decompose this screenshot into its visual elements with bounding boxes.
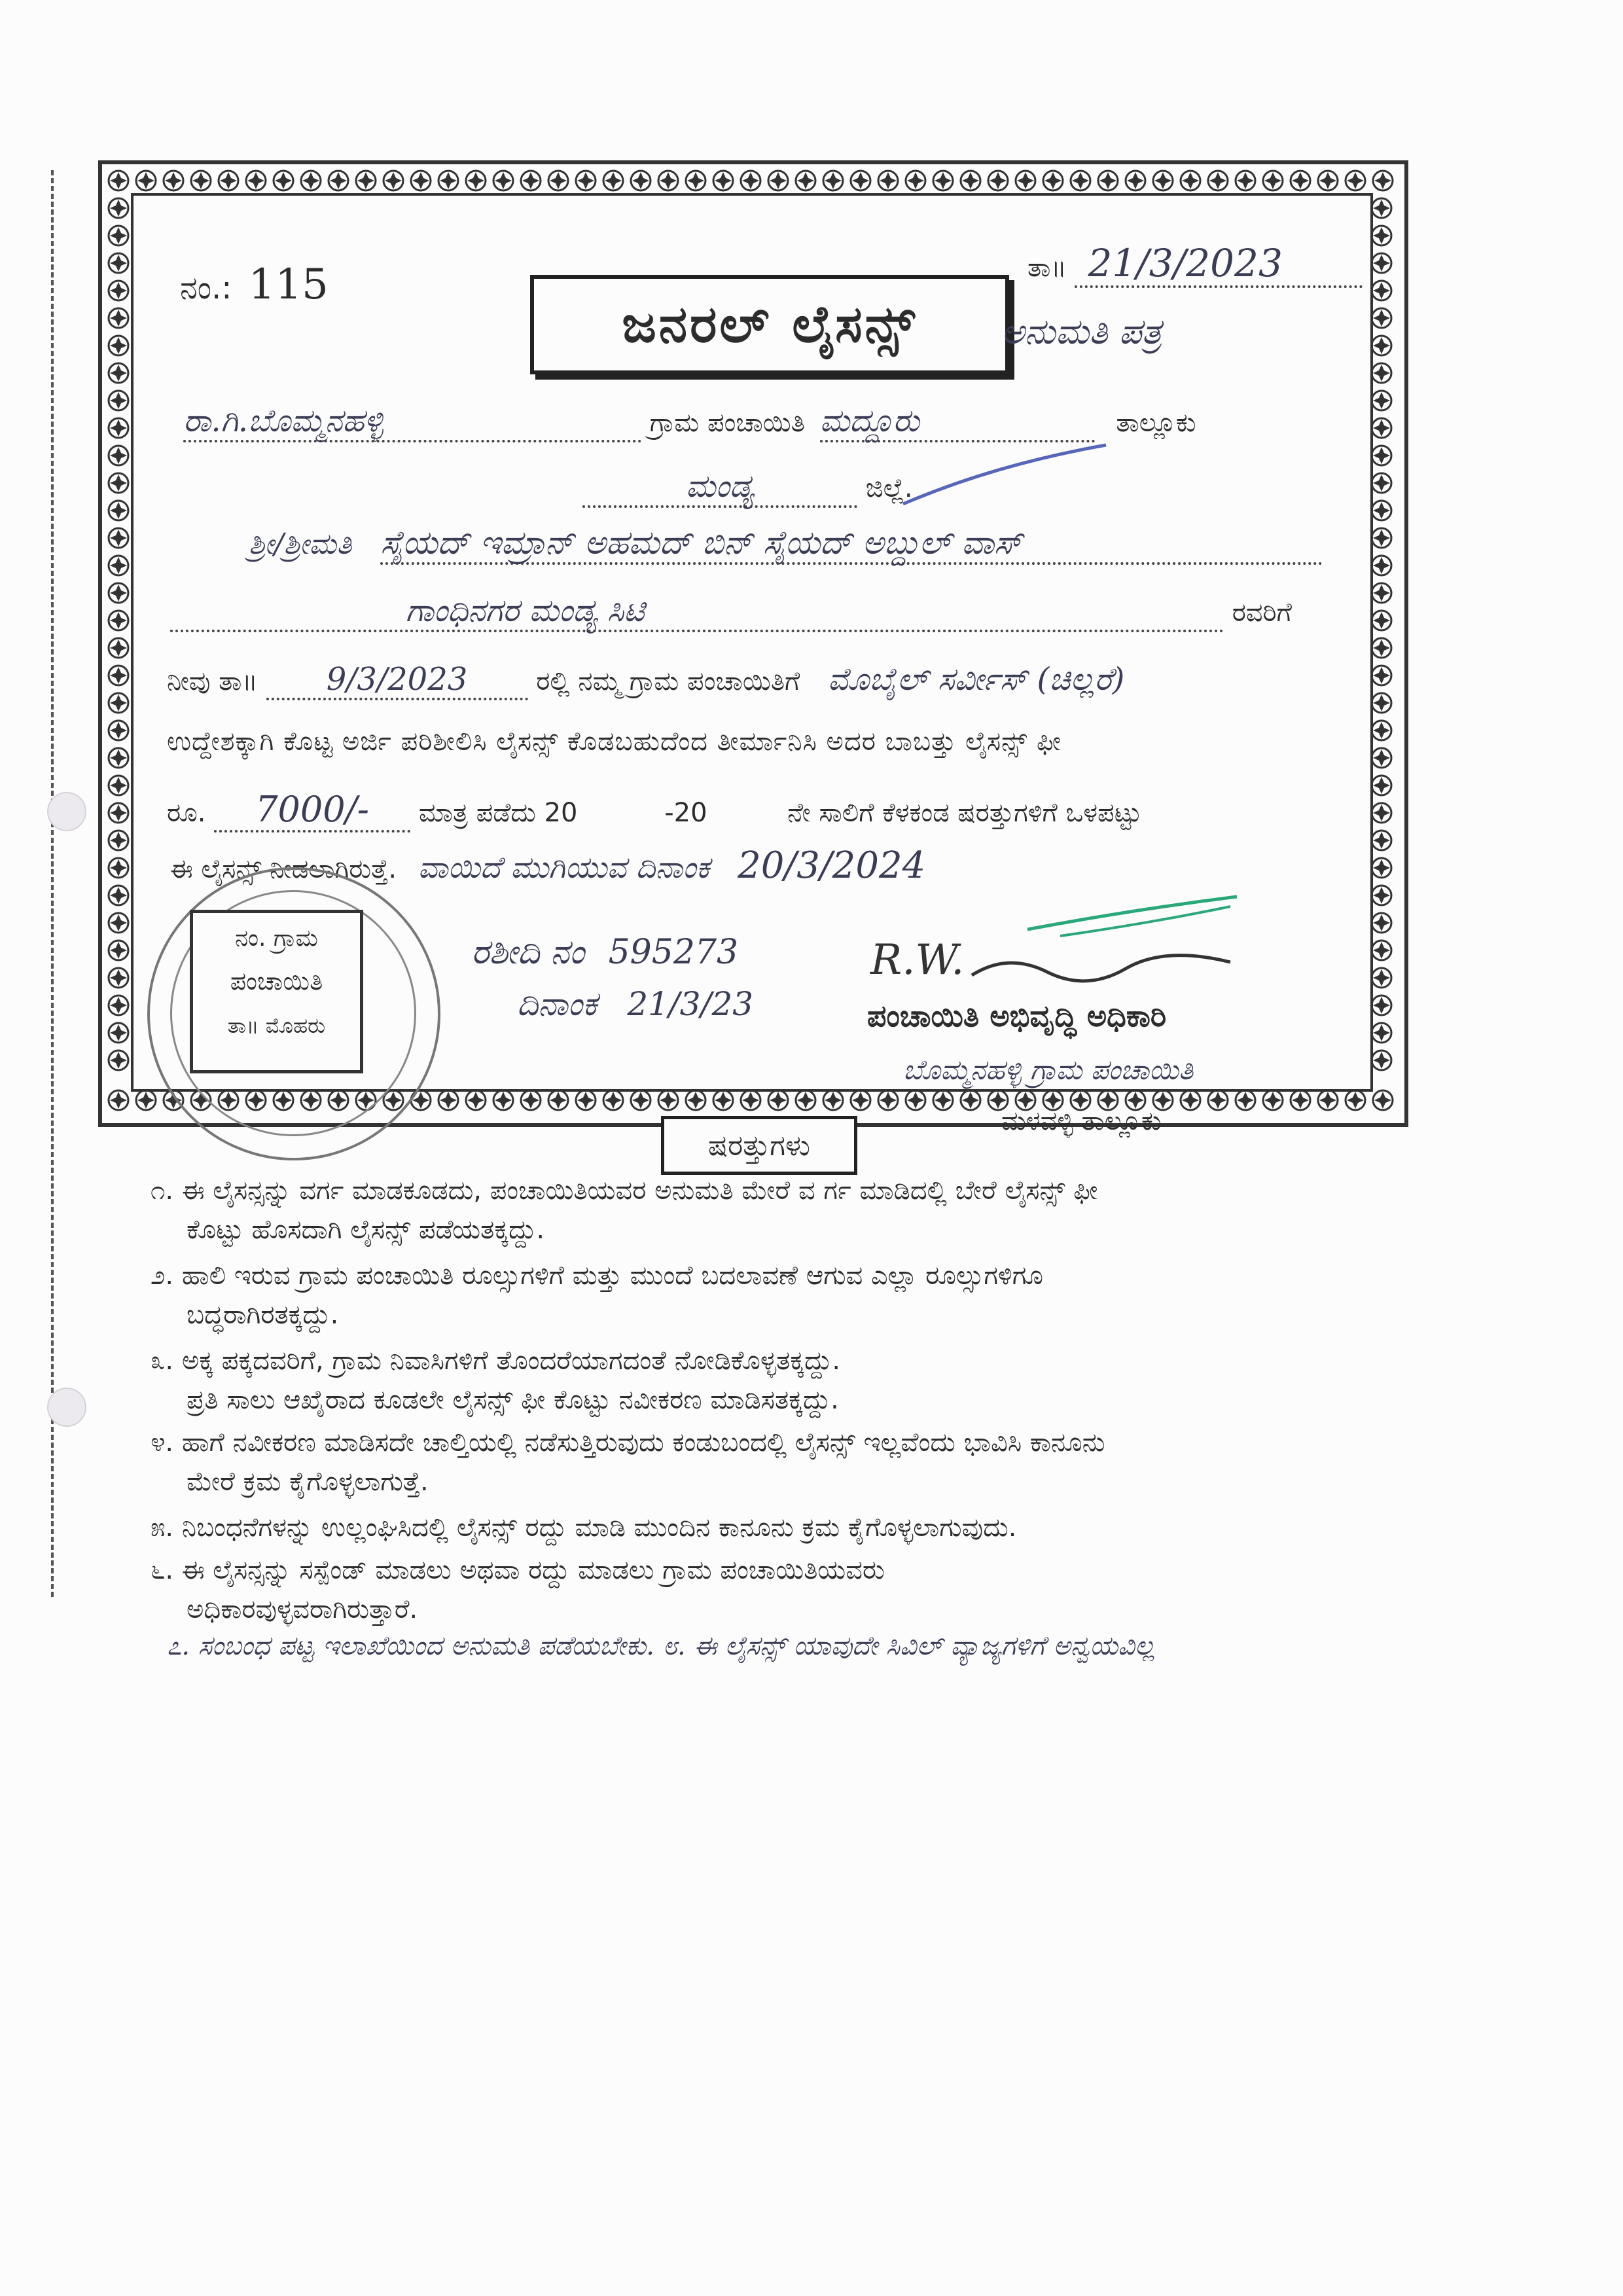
border-ornament (1372, 858, 1391, 878)
border-ornament (1372, 198, 1391, 218)
border-ornament (109, 803, 128, 823)
license-fee: 7000/- (214, 789, 410, 833)
license-number-label: ನಂ.: (180, 270, 232, 306)
border-ornament (164, 171, 183, 190)
border-ornament (631, 171, 651, 190)
border-ornament (109, 611, 128, 630)
border-ornament (1372, 446, 1391, 465)
border-ornament (356, 171, 376, 190)
border-ornament (109, 501, 128, 520)
border-ornament (109, 556, 128, 575)
condition-3a: ೩. ಅಕ್ಕ ಪಕ್ಕದವರಿಗೆ, ಗ್ರಾಮ ನಿವಾಸಿಗಳಿಗೆ ತೊಂದರೆಯಾಗದಂತೆ ನೋಡಿಕೊಳ್ಳತಕ್ಕದ್ದು. (151, 1346, 841, 1376)
condition-5: ೫. ನಿಬಂಧನೆಗಳನ್ನು ಉಲ್ಲಂಘಿಸಿದಲ್ಲಿ ಲೈಸನ್ಸ್ ರದ್ದು ಮಾಡಿ ಮುಂದಿನ ಕಾನೂನು ಕ್ರಮ ಕೈಗೊಳ್ಳಲಾಗುವುದು. (151, 1513, 1017, 1543)
border-ornament (109, 666, 128, 685)
condition-1a: ೧. ಈ ಲೈಸನ್ಸನ್ನು ವರ್ಗ ಮಾಡಕೂಡದು, ಪಂಚಾಯಿತಿಯವರ ಅನುಮತಿ ಮೇರೆ ವ ರ್ಗ ಮಾಡಿದಲ್ಲಿ ಬೇರೆ ಲೈಸನ್ಸ್ ಫೀ (151, 1175, 1098, 1206)
border-ornament (576, 171, 596, 190)
border-ornament (1236, 1090, 1255, 1110)
border-ornament (109, 968, 128, 988)
border-ornament (1318, 171, 1338, 190)
border-ornament (109, 858, 128, 878)
taluk-field: ಮದ್ದೂರು (820, 403, 1095, 442)
district-label: ಜಿಲ್ಲೆ. (865, 473, 913, 503)
border-ornament (109, 1023, 128, 1043)
border-ornament (109, 776, 128, 795)
border-ornament (631, 1090, 651, 1110)
border-ornament (438, 171, 458, 190)
handwritten-conditions-note: ೭. ಸಂಬಂಧ ಪಟ್ಟ ಇಲಾಖೆಯಿಂದ ಅನುಮತಿ ಪಡೆಯಬೇಕು. ೮. ಈ ಲೈಸನ್ಸ್ ಯಾವುದೇ ಸಿವಿಲ್ ವ್ಯಾಜ್ಯಗಳಿಗೆ ಅನ್ವಯವಿಲ್ಲ (167, 1631, 1155, 1661)
conditions-phrase: ನೇ ಸಾಲಿಗೆ ಕೆಳಕಂಡ ಷರತ್ತುಗಳಿಗೆ ಒಳಪಟ್ಟು (787, 798, 1142, 828)
border-ornament (1372, 831, 1391, 850)
border-ornament (851, 1090, 870, 1110)
margin-perforation (51, 170, 54, 1597)
rupee-label: ರೂ. (167, 798, 206, 828)
district-field: ಮಂಡ್ಯ (582, 468, 857, 508)
border-ornament (1372, 391, 1391, 410)
border-ornament (1181, 171, 1200, 190)
border-ornament (603, 171, 623, 190)
border-ornament (576, 1090, 596, 1110)
border-ornament (1372, 611, 1391, 630)
border-ornament (109, 583, 128, 603)
border-ornament (658, 171, 678, 190)
border-ornament (1372, 501, 1391, 520)
condition-2b: ಬದ್ಧರಾಗಿರತಕ್ಕದ್ದು. (187, 1300, 339, 1330)
validity-label: ವಾಯಿದೆ ಮುಗಿಯುವ ದಿನಾಂಕ (418, 850, 710, 885)
border-ornament (741, 171, 760, 190)
seal-line-3: ತಾ॥ ಮೊಹರು (227, 1013, 326, 1038)
border-ornament (1372, 418, 1391, 438)
panchayat-phrase: ರಲ್ಲಿ ನಮ್ಮ ಗ್ರಾಮ ಪಂಚಾಯಿತಿಗೆ (536, 666, 800, 696)
border-ornament (109, 281, 128, 300)
receipt-no: 595273 (608, 933, 739, 972)
recipient-suffix: ರವರಿಗೆ (1232, 598, 1292, 628)
issue-date: 21/3/2023 (1075, 241, 1363, 288)
border-ornament (109, 171, 128, 190)
border-ornament (1346, 1090, 1365, 1110)
border-ornament (109, 913, 128, 933)
receipt-date-label: ದಿನಾಂಕ (517, 985, 597, 1023)
taluk-label: ತಾಲ್ಲೂಕು (1116, 408, 1196, 438)
border-ornament (713, 1090, 733, 1110)
border-ornament (1372, 776, 1391, 795)
border-ornament (686, 1090, 705, 1110)
border-ornament (851, 171, 870, 190)
border-ornament (878, 1090, 898, 1110)
punch-hole-upper (47, 792, 86, 831)
border-ornament (1372, 308, 1391, 328)
border-ornament (109, 886, 128, 905)
recipient-address: ಗಾಂಧಿನಗರ ಮಂಡ್ಯ ಸಿಟಿ (170, 592, 1224, 632)
border-ornament (109, 391, 128, 410)
border-ornament (1373, 171, 1393, 190)
application-date: 9/3/2023 (266, 661, 528, 700)
condition-6a: ೬. ಈ ಲೈಸನ್ಸನ್ನು ಸಸ್ಪೆಂಡ್ ಮಾಡಲು ಅಥವಾ ರದ್ದು ಮಾಡಲು ಗ್ರಾಮ ಪಂಚಾಯಿತಿಯವರು (151, 1555, 885, 1585)
border-ornament (493, 1090, 513, 1110)
application-date-label: ನೀವು ತಾ॥ (167, 666, 258, 696)
border-ornament (1372, 941, 1391, 960)
border-ornament (521, 171, 541, 190)
border-ornament (1372, 473, 1391, 493)
border-ornament (301, 171, 321, 190)
border-ornament (1372, 996, 1391, 1015)
border-ornament (411, 171, 431, 190)
border-ornament (961, 1090, 980, 1110)
border-ornament (1098, 171, 1118, 190)
border-ornament (1372, 1050, 1391, 1070)
border-ornament (109, 1090, 128, 1110)
border-ornament (1372, 693, 1391, 713)
border-ornament (796, 1090, 815, 1110)
border-ornament (1372, 528, 1391, 548)
fee-phrase: ಮಾತ್ರ ಪಡೆದು 20 (418, 798, 578, 828)
border-ornament (1318, 1090, 1338, 1110)
border-ornament (1263, 171, 1283, 190)
conditions-heading: ಷರತ್ತುಗಳು (661, 1116, 857, 1175)
border-ornament (1291, 171, 1310, 190)
border-ornament (933, 171, 953, 190)
border-ornament (109, 226, 128, 245)
recipient-prefix: ಶ್ರೀ/ಶ್ರೀಮತಿ (249, 528, 352, 561)
seal-line-1: ನಂ. ಗ್ರಾಮ (235, 925, 318, 952)
border-ornament (1071, 171, 1090, 190)
border-ornament (713, 171, 733, 190)
border-ornament (1263, 1090, 1283, 1110)
border-ornament (109, 528, 128, 548)
border-ornament (109, 721, 128, 740)
border-ornament (246, 171, 266, 190)
border-ornament (1126, 171, 1145, 190)
border-ornament (1372, 336, 1391, 355)
border-ornament (109, 336, 128, 355)
border-ornament (1373, 1090, 1393, 1110)
border-ornament (109, 1050, 128, 1070)
border-ornament (1372, 281, 1391, 300)
border-ornament (109, 941, 128, 960)
punch-hole-lower (47, 1388, 86, 1427)
border-ornament (741, 1090, 760, 1110)
border-ornament (438, 1090, 458, 1110)
border-ornament (1043, 171, 1063, 190)
border-ornament (548, 171, 568, 190)
border-ornament (686, 171, 705, 190)
border-ornament (1372, 886, 1391, 905)
border-ornament (1372, 968, 1391, 988)
seal-line-2: ಪಂಚಾಯಿತಿ (230, 967, 323, 996)
border-ornament (796, 171, 815, 190)
officer-title: ಪಂಚಾಯಿತಿ ಅಭಿವೃದ್ಧಿ ಅಧಿಕಾರಿ (867, 998, 1167, 1033)
license-purpose: ಮೊಬೈಲ್ ಸರ್ವೀಸ್ (ಚಿಲ್ಲರೆ) (827, 661, 1125, 698)
license-number: 115 (248, 260, 329, 309)
condition-4b: ಮೇರೆ ಕ್ರಮ ಕೈಗೊಳ್ಳಲಾಗುತ್ತೆ. (187, 1467, 429, 1497)
validity-date: 20/3/2024 (738, 844, 926, 887)
border-ornament (466, 171, 486, 190)
border-ornament (1372, 721, 1391, 740)
border-ornament (274, 171, 293, 190)
signature-taluk: ಮಳವಳ್ಳಿ ತಾಲ್ಲೂಕು (1001, 1106, 1162, 1136)
condition-4a: ೪. ಹಾಗೆ ನವೀಕರಣ ಮಾಡಿಸದೇ ಚಾಲ್ತಿಯಲ್ಲಿ ನಡೆಸುತ್ತಿರುವುದು ಕಂಡುಬಂದಲ್ಲಿ ಲೈಸನ್ಸ್ ಇಲ್ಲವೆಂದು ಭಾವಿಸಿ ಕಾನೂನು (151, 1427, 1105, 1458)
title-annotation: ಅನುಮತಿ ಪತ್ರ (1001, 311, 1162, 352)
border-ornament (1346, 171, 1365, 190)
border-ornament (1181, 1090, 1200, 1110)
border-ornament (1372, 748, 1391, 768)
green-pen-stroke (1021, 890, 1243, 942)
body-line-4: ಉದ್ದೇಶಕ್ಕಾಗಿ ಕೊಟ್ಟ ಅರ್ಜಿ ಪರಿಶೀಲಿಸಿ ಲೈಸನ್ಸ್ ಕೊಡಬಹುದೆಂದ ತೀರ್ಮಾನಿಸಿ ಅದರ ಬಾಬತ್ತು ಲೈಸನ್ಸ್ ಫೀ (167, 726, 1061, 757)
border-ornament (988, 171, 1008, 190)
border-ornament (1372, 803, 1391, 823)
border-ornament (1291, 1090, 1310, 1110)
issued-phrase: ಈ ಲೈಸನ್ಸ್ ನೀಡಲಾಗಿರುತ್ತೆ. (170, 854, 397, 884)
border-ornament (768, 171, 788, 190)
border-ornament (109, 473, 128, 493)
border-ornament (961, 171, 980, 190)
border-ornament (1372, 638, 1391, 658)
border-ornament (109, 308, 128, 328)
recipient-name: ಸೈಯದ್ ಇಮ್ರಾನ್ ಅಹಮದ್ ಬಿನ್ ಸೈಯದ್ ಅಬ್ದುಲ್ ವಾಸ್ (380, 524, 1323, 565)
border-ornament (823, 1090, 843, 1110)
border-ornament (603, 1090, 623, 1110)
border-ornament (109, 831, 128, 850)
condition-2a: ೨. ಹಾಲಿ ಇರುವ ಗ್ರಾಮ ಪಂಚಾಯಿತಿ ರೂಲ್ಸುಗಳಿಗೆ ಮತ್ತು ಮುಂದೆ ಬದಲಾವಣೆ ಆಗುವ ಎಲ್ಲಾ ರೂಲ್ಸುಗಳಿಗೂ (151, 1261, 1043, 1291)
border-ornament (466, 1090, 486, 1110)
border-ornament (906, 1090, 925, 1110)
border-ornament (219, 171, 238, 190)
border-ornament (1153, 171, 1173, 190)
date-label: ತಾ॥ (1027, 253, 1067, 283)
border-ornament (1016, 171, 1035, 190)
border-ornament (1372, 583, 1391, 603)
panchayat-name: ಬೊಮ್ಮನಹಳ್ಳಿ ಗ್ರಾಮ ಪಂಚಾಯಿತಿ (903, 1054, 1194, 1086)
border-ornament (109, 748, 128, 768)
border-ornament (1208, 171, 1228, 190)
border-ornament (1236, 171, 1255, 190)
seal-box (190, 910, 363, 1073)
receipt-date: 21/3/23 (627, 985, 754, 1023)
border-ornament (329, 171, 348, 190)
border-ornament (658, 1090, 678, 1110)
year-dash: -20 (664, 798, 707, 828)
gram-panchayat-label: ಗ್ರಾಮ ಪಂಚಾಯಿತಿ (649, 408, 805, 438)
border-ornament (768, 1090, 788, 1110)
border-ornament (1372, 556, 1391, 575)
border-ornament (109, 198, 128, 218)
border-ornament (109, 446, 128, 465)
border-ornament (933, 1090, 953, 1110)
condition-6b: ಅಧಿಕಾರವುಳ್ಳವರಾಗಿರುತ್ತಾರೆ. (187, 1594, 418, 1624)
blue-pen-stroke (897, 439, 1113, 511)
border-ornament (109, 418, 128, 438)
border-ornament (109, 996, 128, 1015)
license-title: ಜನರಲ್ ಲೈಸನ್ಸ್ (530, 275, 1009, 374)
border-ornament (1372, 666, 1391, 685)
border-ornament (493, 171, 513, 190)
border-ornament (1372, 1023, 1391, 1043)
border-ornament (1372, 226, 1391, 245)
receipt-no-label: ರಶೀದಿ ನಂ (471, 933, 585, 972)
border-ornament (109, 363, 128, 383)
border-ornament (548, 1090, 568, 1110)
officer-signature: R.W. (870, 936, 965, 984)
border-ornament (136, 1090, 156, 1110)
border-ornament (1372, 253, 1391, 273)
condition-3b: ಪ್ರತಿ ಸಾಲು ಆಖೈರಾದ ಕೂಡಲೇ ಲೈಸನ್ಸ್ ಫೀ ಕೊಟ್ಟು ನವೀಕರಣ ಮಾಡಿಸತಕ್ಕದ್ದು. (187, 1385, 839, 1415)
signature-flourish (969, 949, 1243, 995)
border-ornament (191, 171, 211, 190)
condition-1b: ಕೊಟ್ಟು ಹೊಸದಾಗಿ ಲೈಸನ್ಸ್ ಪಡೆಯತಕ್ಕದ್ದು. (187, 1215, 545, 1245)
border-ornament (136, 171, 156, 190)
border-ornament (823, 171, 843, 190)
border-ornament (109, 253, 128, 273)
border-ornament (521, 1090, 541, 1110)
border-ornament (383, 171, 403, 190)
border-ornament (1372, 913, 1391, 933)
border-ornament (1372, 363, 1391, 383)
border-ornament (109, 693, 128, 713)
border-ornament (109, 638, 128, 658)
border-ornament (878, 171, 898, 190)
border-ornament (906, 171, 925, 190)
border-ornament (1208, 1090, 1228, 1110)
village-field: ರಾ.ಗಿ.ಬೊಮ್ಮನಹಳ್ಳಿ (183, 403, 641, 442)
